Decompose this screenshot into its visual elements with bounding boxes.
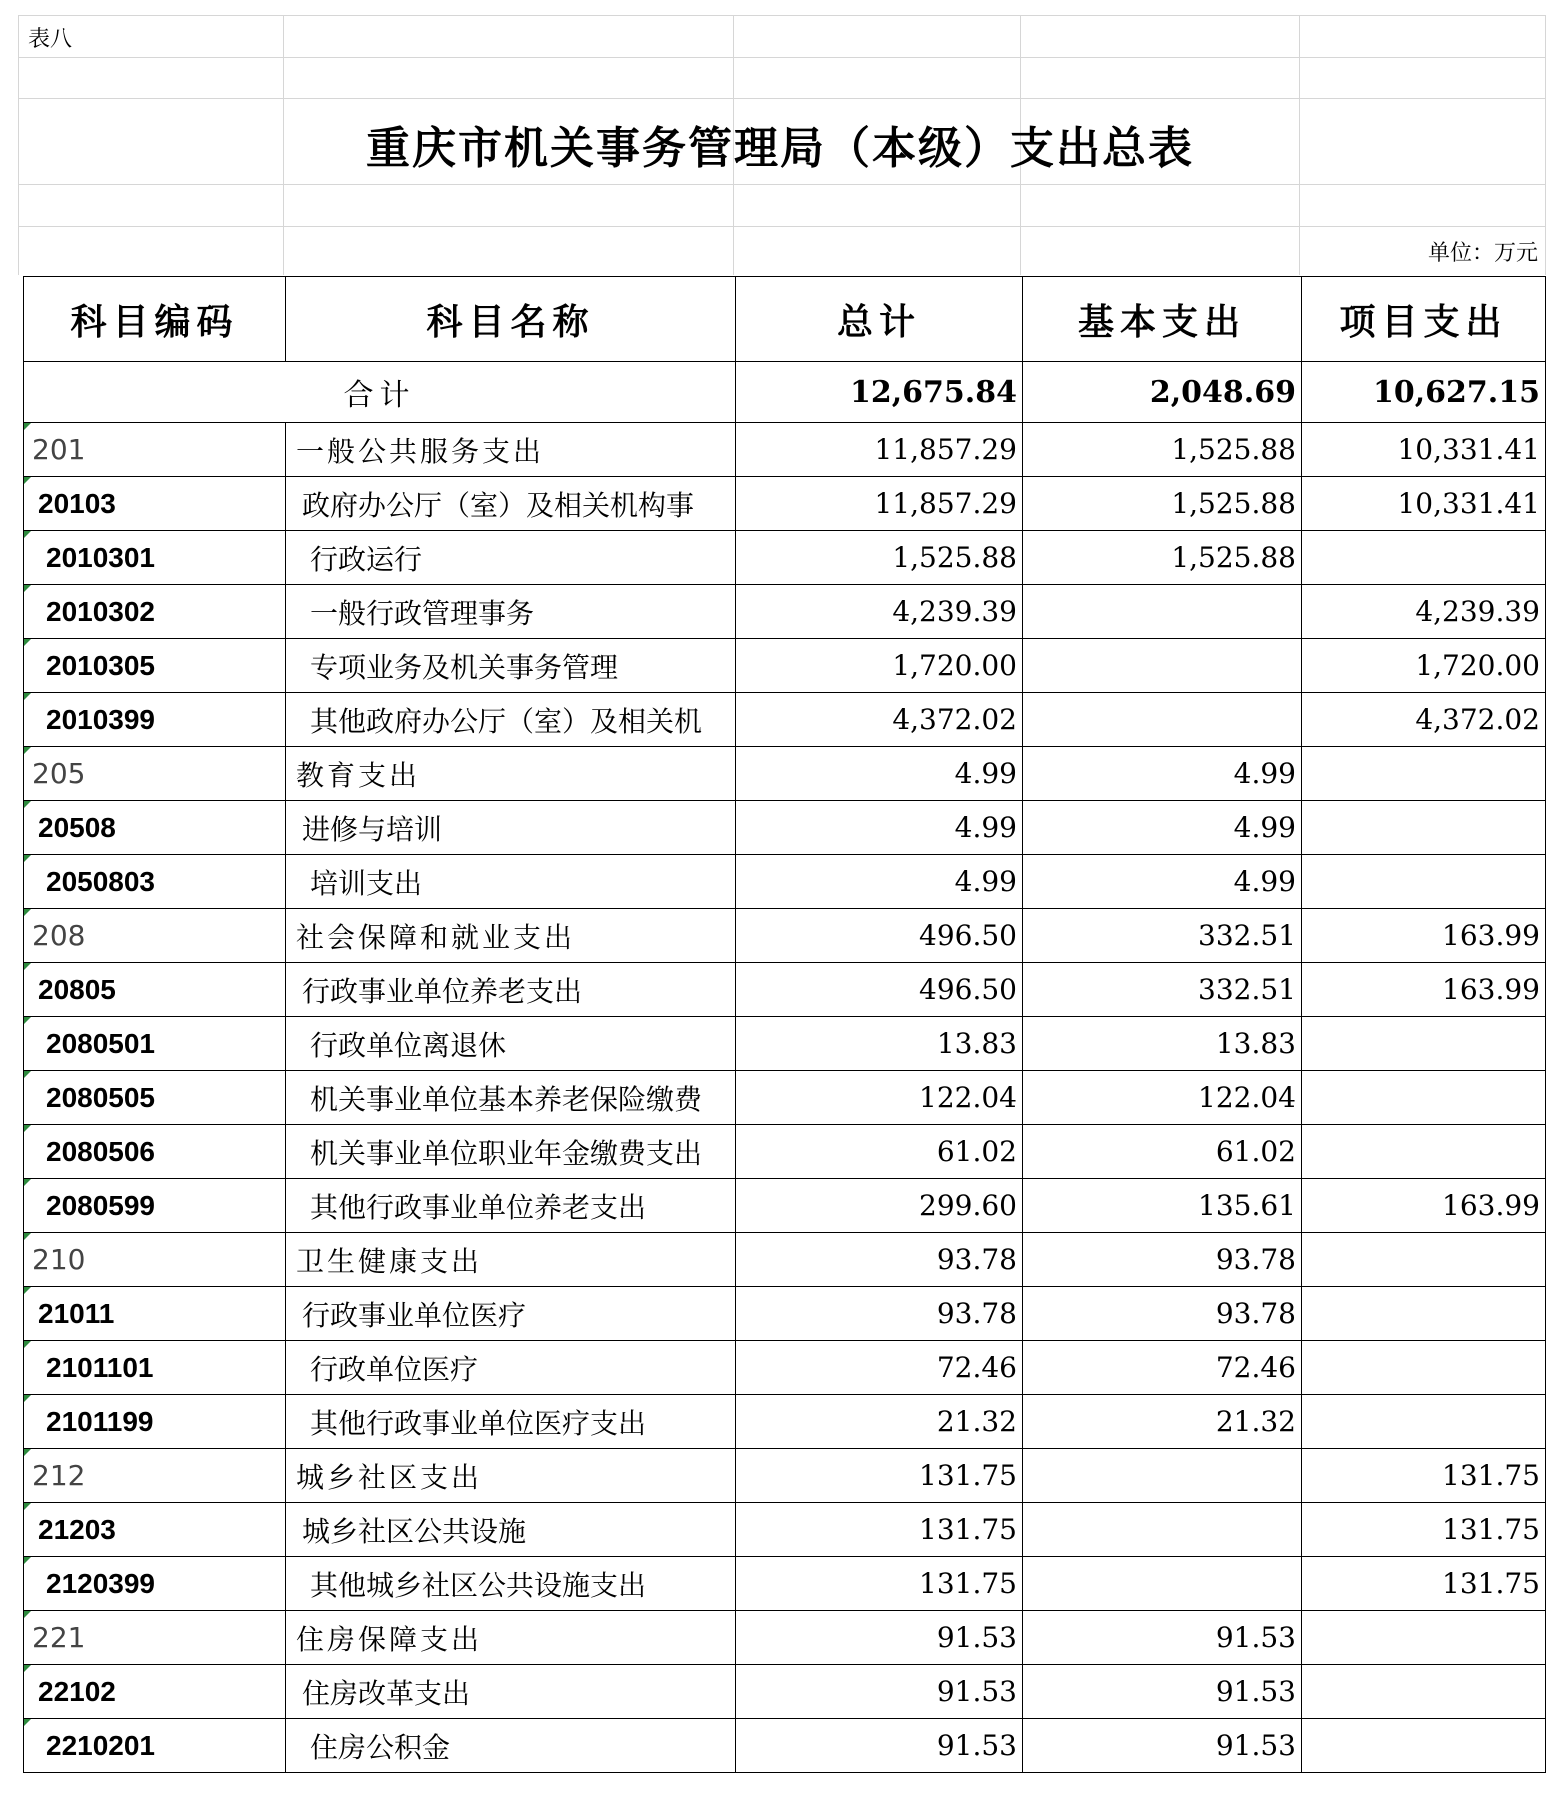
row-code: 2210201 — [24, 1719, 286, 1773]
table-row — [24, 1503, 1546, 1557]
row-name: 其他行政事业单位养老支出 — [286, 1179, 736, 1233]
cell-indicator-icon — [24, 531, 31, 538]
row-basic: 4.99 — [1023, 801, 1302, 855]
unit-label: 单位：万元 — [1427, 241, 1538, 266]
cell-indicator-icon — [24, 1395, 31, 1402]
row-basic: 1,525.88 — [1023, 423, 1302, 477]
header-project: 项目支出 — [1302, 277, 1546, 362]
table-row — [24, 1395, 1546, 1449]
cell-indicator-icon — [24, 1017, 31, 1024]
row-total: 299.60 — [736, 1179, 1023, 1233]
row-total: 91.53 — [736, 1665, 1023, 1719]
row-name: 教育支出 — [286, 747, 736, 801]
row-basic: 135.61 — [1023, 1179, 1302, 1233]
cell-indicator-icon — [24, 639, 31, 646]
row-basic: 122.04 — [1023, 1071, 1302, 1125]
row-project — [1302, 1341, 1546, 1395]
row-basic: 332.51 — [1023, 963, 1302, 1017]
row-total: 4.99 — [736, 801, 1023, 855]
grid-line — [18, 15, 1545, 16]
cell-indicator-icon — [24, 1287, 31, 1294]
cell-indicator-icon — [24, 1665, 31, 1672]
header-code: 科目编码 — [24, 277, 286, 362]
row-code: 210 — [24, 1233, 286, 1287]
header-row — [24, 277, 1546, 362]
table-row — [24, 693, 1546, 747]
row-code: 2050803 — [24, 855, 286, 909]
row-total: 4,239.39 — [736, 585, 1023, 639]
grid-line — [18, 226, 1545, 227]
row-name: 社会保障和就业支出 — [286, 909, 736, 963]
row-basic: 1,525.88 — [1023, 531, 1302, 585]
row-project — [1302, 801, 1546, 855]
row-total: 4.99 — [736, 747, 1023, 801]
summary-project: 10,627.15 — [1302, 362, 1546, 423]
row-name: 城乡社区支出 — [286, 1449, 736, 1503]
cell-indicator-icon — [24, 1233, 31, 1240]
row-project — [1302, 531, 1546, 585]
row-basic: 72.46 — [1023, 1341, 1302, 1395]
row-project — [1302, 1665, 1546, 1719]
row-name: 政府办公厅（室）及相关机构事 — [286, 477, 736, 531]
cell-indicator-icon — [24, 693, 31, 700]
row-total: 91.53 — [736, 1719, 1023, 1773]
table-row — [24, 1449, 1546, 1503]
summary-row — [24, 362, 1546, 423]
row-name: 住房公积金 — [286, 1719, 736, 1773]
row-name: 住房保障支出 — [286, 1611, 736, 1665]
row-project: 163.99 — [1302, 963, 1546, 1017]
row-project: 10,331.41 — [1302, 423, 1546, 477]
table-row — [24, 1287, 1546, 1341]
row-total: 4.99 — [736, 855, 1023, 909]
row-project: 1,720.00 — [1302, 639, 1546, 693]
table-row — [24, 1071, 1546, 1125]
sheet-label: 表八 — [28, 27, 73, 52]
row-total: 1,720.00 — [736, 639, 1023, 693]
table-row — [24, 1557, 1546, 1611]
row-name: 一般公共服务支出 — [286, 423, 736, 477]
row-basic: 91.53 — [1023, 1611, 1302, 1665]
row-basic: 93.78 — [1023, 1233, 1302, 1287]
row-name: 卫生健康支出 — [286, 1233, 736, 1287]
cell-indicator-icon — [24, 1557, 31, 1564]
row-basic: 4.99 — [1023, 855, 1302, 909]
table-row — [24, 477, 1546, 531]
row-basic: 91.53 — [1023, 1665, 1302, 1719]
cell-indicator-icon — [24, 1125, 31, 1132]
table-row — [24, 585, 1546, 639]
cell-indicator-icon — [24, 1071, 31, 1078]
row-name: 其他城乡社区公共设施支出 — [286, 1557, 736, 1611]
header-basic: 基本支出 — [1023, 277, 1302, 362]
row-basic — [1023, 693, 1302, 747]
row-project — [1302, 1395, 1546, 1449]
row-project — [1302, 1719, 1546, 1773]
row-total: 1,525.88 — [736, 531, 1023, 585]
cell-indicator-icon — [24, 1341, 31, 1348]
table-row — [24, 747, 1546, 801]
table-row — [24, 1341, 1546, 1395]
cell-indicator-icon — [24, 801, 31, 808]
row-total: 91.53 — [736, 1611, 1023, 1665]
summary-label: 合计 — [24, 362, 736, 423]
row-name: 城乡社区公共设施 — [286, 1503, 736, 1557]
row-basic: 332.51 — [1023, 909, 1302, 963]
row-project: 163.99 — [1302, 1179, 1546, 1233]
row-code: 221 — [24, 1611, 286, 1665]
row-total: 131.75 — [736, 1503, 1023, 1557]
row-basic: 91.53 — [1023, 1719, 1302, 1773]
table-row — [24, 1233, 1546, 1287]
row-code: 21011 — [24, 1287, 286, 1341]
row-code: 2080505 — [24, 1071, 286, 1125]
row-project — [1302, 855, 1546, 909]
table-row — [24, 639, 1546, 693]
row-code: 20508 — [24, 801, 286, 855]
row-basic: 21.32 — [1023, 1395, 1302, 1449]
row-name: 专项业务及机关事务管理 — [286, 639, 736, 693]
row-name: 机关事业单位基本养老保险缴费 — [286, 1071, 736, 1125]
row-total: 61.02 — [736, 1125, 1023, 1179]
row-basic: 61.02 — [1023, 1125, 1302, 1179]
summary-total: 12,675.84 — [736, 362, 1023, 423]
row-basic: 1,525.88 — [1023, 477, 1302, 531]
row-project: 4,372.02 — [1302, 693, 1546, 747]
grid-line — [18, 57, 1545, 58]
row-name: 行政事业单位医疗 — [286, 1287, 736, 1341]
row-name: 培训支出 — [286, 855, 736, 909]
table-row — [24, 531, 1546, 585]
row-name: 行政事业单位养老支出 — [286, 963, 736, 1017]
row-code: 2010305 — [24, 639, 286, 693]
row-project: 131.75 — [1302, 1449, 1546, 1503]
cell-indicator-icon — [24, 1449, 31, 1456]
cell-indicator-icon — [24, 1503, 31, 1510]
row-project: 131.75 — [1302, 1557, 1546, 1611]
row-total: 122.04 — [736, 1071, 1023, 1125]
row-basic — [1023, 639, 1302, 693]
row-project: 4,239.39 — [1302, 585, 1546, 639]
cell-indicator-icon — [24, 1719, 31, 1726]
table-row — [24, 963, 1546, 1017]
row-basic — [1023, 1449, 1302, 1503]
row-name: 其他政府办公厅（室）及相关机 — [286, 693, 736, 747]
row-code: 2010302 — [24, 585, 286, 639]
row-project: 10,331.41 — [1302, 477, 1546, 531]
row-name: 行政单位离退休 — [286, 1017, 736, 1071]
table-row — [24, 909, 1546, 963]
table-row — [24, 1179, 1546, 1233]
row-basic: 93.78 — [1023, 1287, 1302, 1341]
row-project — [1302, 1071, 1546, 1125]
cell-indicator-icon — [24, 1611, 31, 1618]
cell-indicator-icon — [24, 477, 31, 484]
row-code: 212 — [24, 1449, 286, 1503]
row-project — [1302, 1017, 1546, 1071]
row-name: 其他行政事业单位医疗支出 — [286, 1395, 736, 1449]
row-code: 2080501 — [24, 1017, 286, 1071]
row-name: 住房改革支出 — [286, 1665, 736, 1719]
row-code: 205 — [24, 747, 286, 801]
row-total: 496.50 — [736, 909, 1023, 963]
row-total: 21.32 — [736, 1395, 1023, 1449]
grid-line — [18, 98, 1545, 99]
row-basic — [1023, 585, 1302, 639]
cell-indicator-icon — [24, 855, 31, 862]
row-name: 行政运行 — [286, 531, 736, 585]
table-row — [24, 855, 1546, 909]
row-basic — [1023, 1557, 1302, 1611]
row-code: 2080506 — [24, 1125, 286, 1179]
row-project — [1302, 1125, 1546, 1179]
row-total: 131.75 — [736, 1557, 1023, 1611]
row-name: 一般行政管理事务 — [286, 585, 736, 639]
table-row — [24, 423, 1546, 477]
row-code: 208 — [24, 909, 286, 963]
row-project — [1302, 747, 1546, 801]
row-code: 2101101 — [24, 1341, 286, 1395]
row-code: 2120399 — [24, 1557, 286, 1611]
table-row — [24, 1125, 1546, 1179]
row-code: 201 — [24, 423, 286, 477]
row-code: 2101199 — [24, 1395, 286, 1449]
row-code: 2010399 — [24, 693, 286, 747]
row-total: 13.83 — [736, 1017, 1023, 1071]
row-basic — [1023, 1503, 1302, 1557]
cell-indicator-icon — [24, 909, 31, 916]
row-project: 163.99 — [1302, 909, 1546, 963]
row-basic: 13.83 — [1023, 1017, 1302, 1071]
row-basic: 4.99 — [1023, 747, 1302, 801]
grid-line — [18, 184, 1545, 185]
summary-basic: 2,048.69 — [1023, 362, 1302, 423]
row-total: 4,372.02 — [736, 693, 1023, 747]
cell-indicator-icon — [24, 585, 31, 592]
row-total: 11,857.29 — [736, 477, 1023, 531]
page-title: 重庆市机关事务管理局（本级）支出总表 — [366, 123, 1194, 174]
row-code: 2080599 — [24, 1179, 286, 1233]
table-row — [24, 1611, 1546, 1665]
cell-indicator-icon — [24, 423, 31, 430]
header-total: 总计 — [736, 277, 1023, 362]
row-project — [1302, 1611, 1546, 1665]
table-row — [24, 1665, 1546, 1719]
expenditure-table — [23, 276, 1546, 1773]
row-total: 11,857.29 — [736, 423, 1023, 477]
row-total: 131.75 — [736, 1449, 1023, 1503]
row-project — [1302, 1233, 1546, 1287]
row-project: 131.75 — [1302, 1503, 1546, 1557]
row-project — [1302, 1287, 1546, 1341]
table-row — [24, 801, 1546, 855]
row-total: 72.46 — [736, 1341, 1023, 1395]
row-total: 496.50 — [736, 963, 1023, 1017]
row-name: 行政单位医疗 — [286, 1341, 736, 1395]
cell-indicator-icon — [24, 963, 31, 970]
row-code: 20103 — [24, 477, 286, 531]
cell-indicator-icon — [24, 1179, 31, 1186]
table-row — [24, 1719, 1546, 1773]
row-total: 93.78 — [736, 1233, 1023, 1287]
row-name: 进修与培训 — [286, 801, 736, 855]
header-name: 科目名称 — [286, 277, 736, 362]
row-total: 93.78 — [736, 1287, 1023, 1341]
row-code: 22102 — [24, 1665, 286, 1719]
row-code: 2010301 — [24, 531, 286, 585]
row-code: 21203 — [24, 1503, 286, 1557]
cell-indicator-icon — [24, 747, 31, 754]
row-code: 20805 — [24, 963, 286, 1017]
row-name: 机关事业单位职业年金缴费支出 — [286, 1125, 736, 1179]
table-row — [24, 1017, 1546, 1071]
